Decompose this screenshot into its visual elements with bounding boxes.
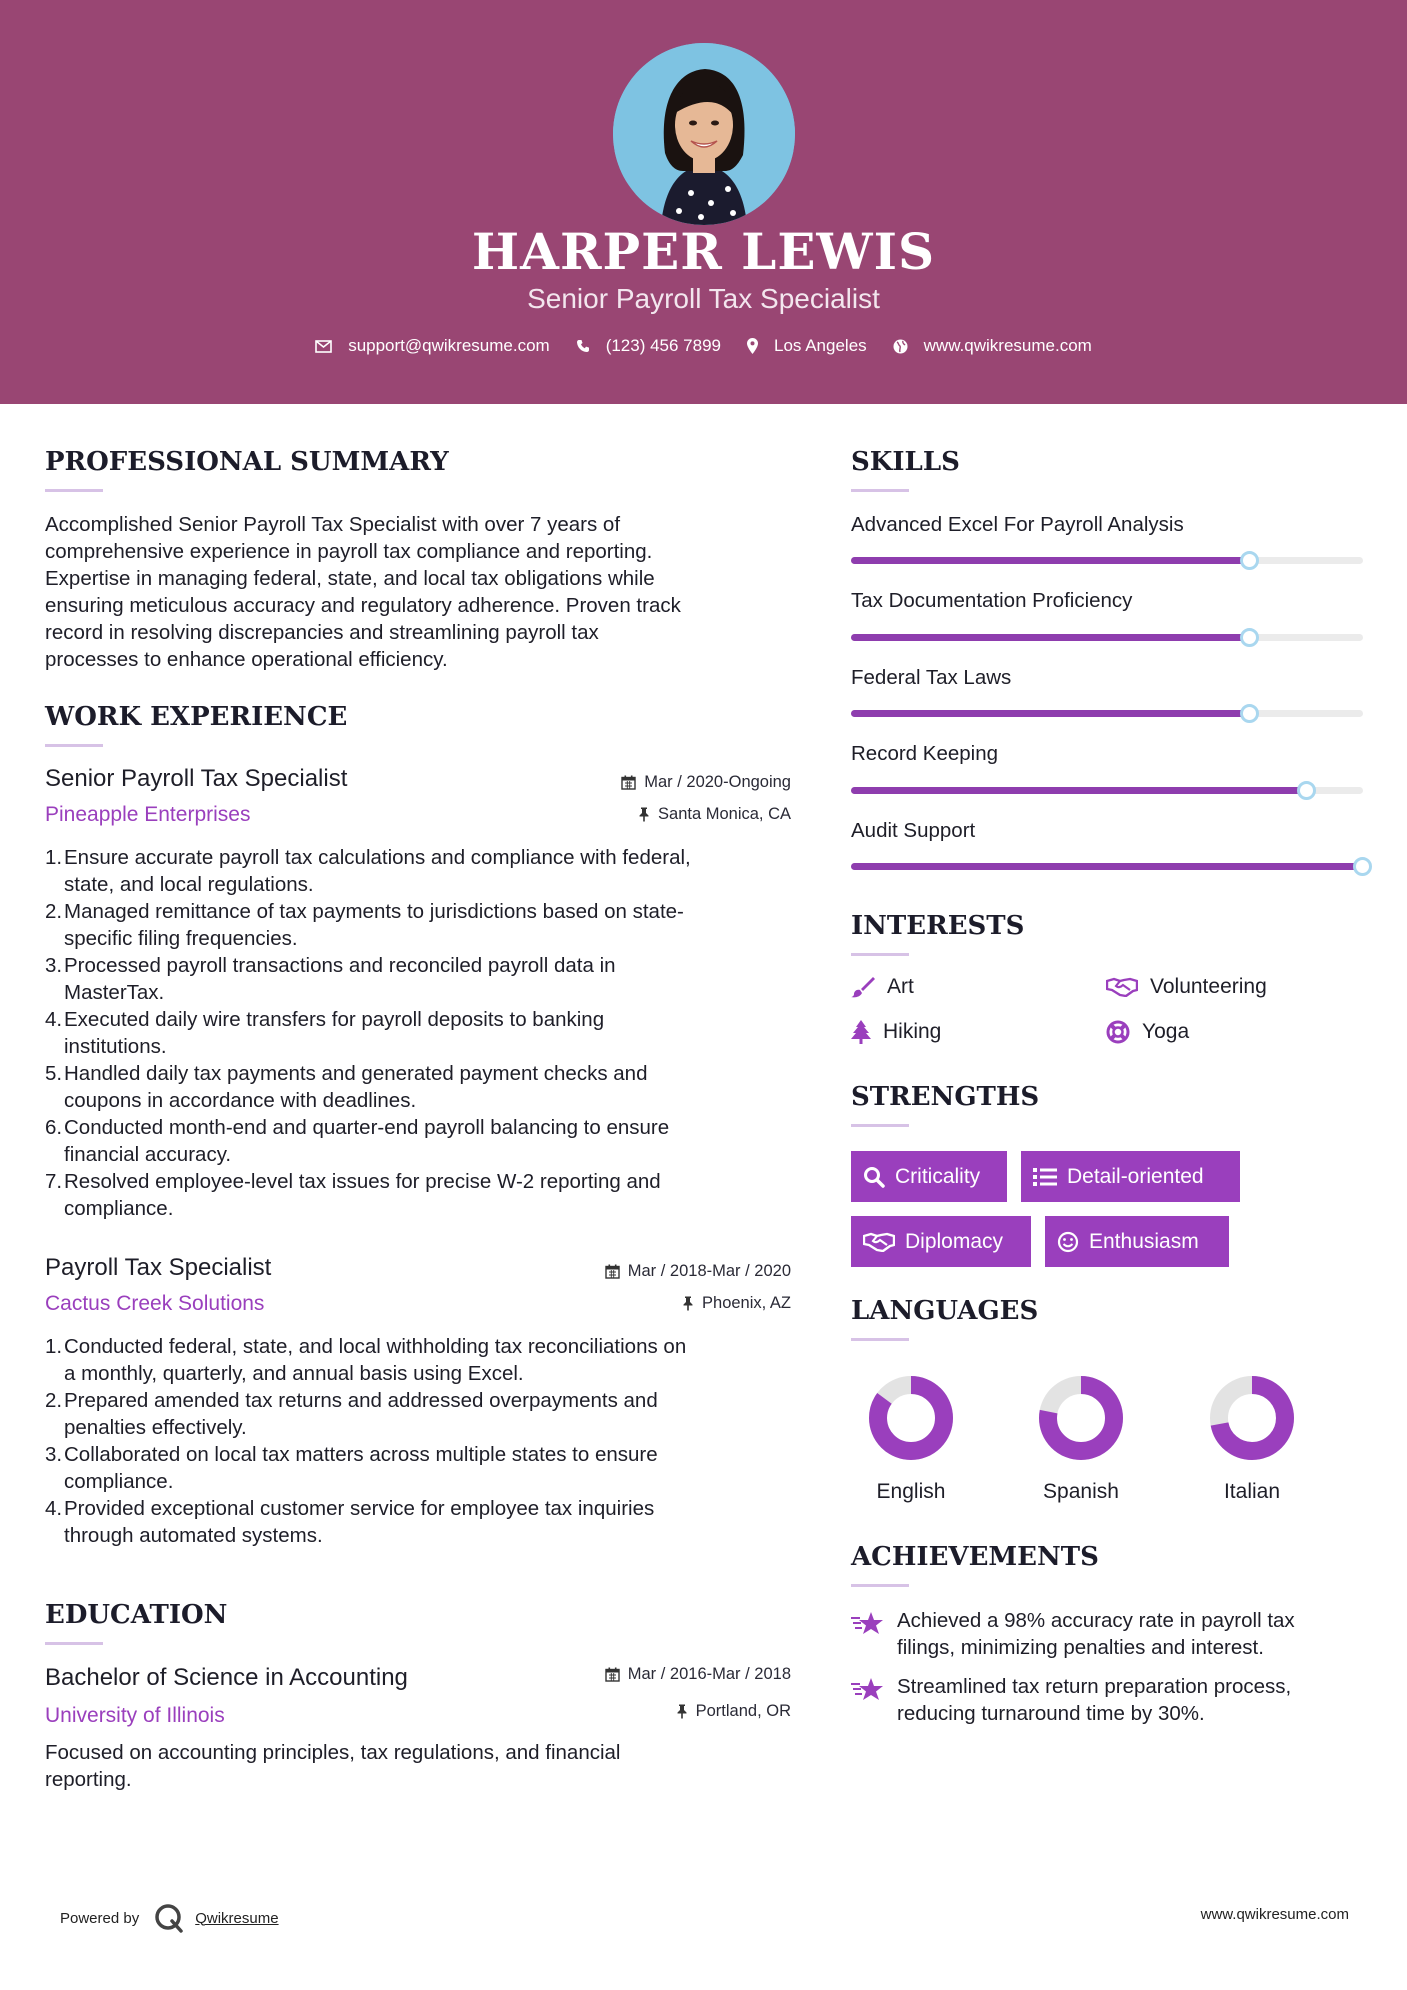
job-bullet: 3. Processed payroll transactions and reconciled payroll data in MasterTax. — [45, 952, 805, 1006]
education-heading: EDUCATION — [45, 1600, 228, 1630]
list-icon — [1033, 1167, 1057, 1187]
skill-label: Audit Support — [851, 819, 976, 842]
strength-label: Diplomacy — [905, 1229, 1004, 1253]
brand-link[interactable]: Qwikresume — [195, 1909, 279, 1927]
bullet-line: Collaborated on local tax matters across multiple states to ensure — [64, 1443, 658, 1466]
contact-phone[interactable] — [576, 336, 721, 356]
job-bullet: 7. Resolved employee-level tax issues for precise W-2 reporting and compliance. — [45, 1168, 805, 1222]
skills-rule — [851, 489, 909, 492]
bullet-line: compliance. — [64, 1470, 174, 1493]
skill-label: Federal Tax Laws — [851, 666, 1012, 689]
job-location-text: Santa Monica, CA — [658, 805, 791, 823]
profile-photo-image — [613, 43, 795, 225]
bullet-line: Processed payroll transactions and reconciled payroll data in — [64, 954, 616, 977]
education-date — [491, 1665, 791, 1684]
summary-line: Accomplished Senior Payroll Tax Specialist with over 7 years of — [45, 513, 621, 536]
contact-website-text: www.qwikresume.com — [923, 336, 1092, 355]
job-title: Payroll Tax Specialist — [45, 1254, 272, 1281]
job-bullets — [45, 1333, 805, 1549]
achievement-item — [851, 1673, 1371, 1727]
interest-label: Art — [887, 975, 914, 998]
job-location-text: Phoenix, AZ — [702, 1294, 791, 1312]
strengths-heading: STRENGTHS — [851, 1082, 1040, 1112]
strength-chip — [1021, 1151, 1240, 1202]
bullet-line: compliance. — [64, 1197, 174, 1220]
bullet-line: institutions. — [64, 1035, 167, 1058]
contact-location-text: Los Angeles — [774, 336, 867, 355]
education-location — [491, 1702, 791, 1721]
achievement-line: Streamlined tax return preparation process, — [897, 1675, 1292, 1698]
summary-line: ensuring meticulous accuracy and regulatory adherence. Proven track — [45, 594, 681, 617]
tree-icon — [851, 1020, 871, 1044]
strength-chip — [1045, 1216, 1229, 1267]
job-bullet: 2. Prepared amended tax returns and addressed overpayments and penalties effectively. — [45, 1387, 805, 1441]
footer-website[interactable]: www.qwikresume.com — [1200, 1906, 1349, 1923]
contact-location — [747, 336, 867, 356]
company-name: Pineapple Enterprises — [45, 803, 251, 826]
education-description — [45, 1739, 805, 1793]
globe-icon — [893, 339, 908, 354]
company-name: Cactus Creek Solutions — [45, 1292, 265, 1315]
language-donut — [851, 1374, 971, 1469]
interest-item — [1106, 975, 1267, 999]
interests-rule — [851, 953, 909, 956]
paintbrush-icon — [851, 976, 875, 998]
bullet-line: Conducted federal, state, and local withholding tax reconciliations on — [64, 1335, 687, 1358]
skill-bar-knob — [1240, 704, 1259, 723]
language-donut-chart — [851, 1374, 971, 1464]
bullet-line: Conducted month-end and quarter-end payroll balancing to ensure — [64, 1116, 670, 1139]
language-donut-chart — [1021, 1374, 1141, 1464]
strengths-rule — [851, 1124, 909, 1127]
experience-heading: WORK EXPERIENCE — [45, 702, 348, 732]
job-location — [491, 1294, 791, 1313]
language-donut-chart — [1192, 1374, 1312, 1464]
school-name: University of Illinois — [45, 1704, 225, 1727]
skill-bar-knob — [1353, 857, 1372, 876]
languages-heading: LANGUAGES — [851, 1296, 1039, 1326]
contact-bar — [0, 336, 1407, 356]
bullet-line: a monthly, quarterly, and annual basis using Excel. — [64, 1362, 524, 1385]
skill-bar-knob — [1297, 781, 1316, 800]
bullet-line: specific filing frequencies. — [64, 927, 298, 950]
strength-label: Detail-oriented — [1067, 1164, 1204, 1188]
contact-email-text: support@qwikresume.com — [348, 336, 550, 355]
achievements-heading: ACHIEVEMENTS — [851, 1542, 1099, 1572]
profile-photo — [613, 43, 795, 225]
bullet-line: Managed remittance of tax payments to jurisdictions based on state- — [64, 900, 684, 923]
smile-icon — [1057, 1231, 1079, 1253]
summary-line: Expertise in managing federal, state, and local tax obligations while — [45, 567, 655, 590]
summary-rule — [45, 489, 103, 492]
interest-label: Volunteering — [1150, 975, 1267, 998]
achievement-line: reducing turnaround time by 30%. — [897, 1702, 1205, 1725]
bullet-line: financial accuracy. — [64, 1143, 232, 1166]
strength-label: Enthusiasm — [1089, 1229, 1199, 1253]
star-icon — [851, 1677, 885, 1701]
job-date — [491, 1262, 791, 1281]
bullet-line: Handled daily tax payments and generated payment checks and — [64, 1062, 648, 1085]
candidate-title: Senior Payroll Tax Specialist — [527, 283, 880, 314]
map-marker-icon — [747, 338, 758, 354]
summary-heading: PROFESSIONAL SUMMARY — [45, 447, 449, 477]
job-bullet: 6. Conducted month-end and quarter-end payroll balancing to ensure financial accuracy. — [45, 1114, 805, 1168]
calendar-icon — [605, 1264, 620, 1279]
education-line: Focused on accounting principles, tax regulations, and financial — [45, 1741, 621, 1764]
achievement-line: filings, minimizing penalties and interest. — [897, 1636, 1264, 1659]
handshake-icon — [863, 1232, 895, 1252]
bullet-line: coupons in accordance with deadlines. — [64, 1089, 417, 1112]
skills-heading: SKILLS — [851, 447, 960, 477]
bullet-line: Provided exceptional customer service for employee tax inquiries — [64, 1497, 655, 1520]
envelope-icon — [315, 340, 332, 353]
bullet-line: state, and local regulations. — [64, 873, 314, 896]
skill-bar — [851, 557, 1363, 564]
job-title: Senior Payroll Tax Specialist — [45, 765, 348, 792]
language-label: English — [876, 1480, 946, 1503]
job-bullet: 4. Executed daily wire transfers for payroll deposits to banking institutions. — [45, 1006, 805, 1060]
bullet-line: Prepared amended tax returns and addressed overpayments and — [64, 1389, 658, 1412]
job-bullet: 1. Ensure accurate payroll tax calculations and compliance with federal, state, and local regulations. — [45, 844, 805, 898]
strength-chip — [851, 1151, 1007, 1202]
job-bullet: 4. Provided exceptional customer service for employee tax inquiries through automated systems. — [45, 1495, 805, 1549]
interest-item — [851, 975, 914, 999]
bullet-line: Resolved employee-level tax issues for precise W-2 reporting and — [64, 1170, 661, 1193]
achievements-rule — [851, 1584, 909, 1587]
skill-bar-fill — [851, 634, 1250, 641]
skill-label: Advanced Excel For Payroll Analysis — [851, 513, 1184, 536]
education-rule — [45, 1642, 103, 1645]
skill-bar-knob — [1240, 628, 1259, 647]
skill-bar — [851, 710, 1363, 717]
job-bullet: 2. Managed remittance of tax payments to jurisdictions based on state- specific filing frequencies. — [45, 898, 805, 952]
education-date-text: Mar / 2016-Mar / 2018 — [627, 1665, 791, 1683]
skill-bar-fill — [851, 710, 1250, 717]
star-icon — [851, 1611, 885, 1635]
education-line: reporting. — [45, 1768, 132, 1791]
summary-line: comprehensive experience in payroll tax compliance and reporting. — [45, 540, 653, 563]
skill-label: Tax Documentation Proficiency — [851, 589, 1133, 612]
bullet-line: through automated systems. — [64, 1524, 323, 1547]
experience-rule — [45, 744, 103, 747]
skill-bar — [851, 787, 1363, 794]
summary-line: record in resolving discrepancies and streamlining payroll tax — [45, 621, 599, 644]
job-date-text: Mar / 2020-Ongoing — [644, 773, 791, 791]
lifering-icon — [1106, 1020, 1130, 1044]
contact-website[interactable] — [893, 336, 1092, 356]
strength-chip — [851, 1216, 1031, 1267]
skill-bar — [851, 634, 1363, 641]
job-location — [491, 805, 791, 824]
search-icon — [863, 1166, 885, 1188]
summary-text — [45, 511, 805, 673]
phone-icon — [576, 339, 590, 353]
language-label: Spanish — [1043, 1480, 1119, 1503]
summary-line: processes to enhance operational efficiency. — [45, 648, 448, 671]
skill-bar-knob — [1240, 551, 1259, 570]
bullet-line: penalties effectively. — [64, 1416, 247, 1439]
achievement-item — [851, 1607, 1371, 1661]
bullet-line: Executed daily wire transfers for payroll deposits to banking — [64, 1008, 605, 1031]
interest-item — [1106, 1020, 1189, 1044]
powered-by-text: Powered by — [60, 1909, 140, 1927]
job-date-text: Mar / 2018-Mar / 2020 — [627, 1262, 791, 1280]
skill-bar-fill — [851, 557, 1250, 564]
skill-label: Record Keeping — [851, 742, 999, 765]
skill-bar-fill — [851, 787, 1307, 794]
language-donut — [1192, 1374, 1312, 1469]
resume-header — [0, 0, 1407, 404]
candidate-name: HARPER LEWIS — [471, 222, 936, 281]
bullet-line: Ensure accurate payroll tax calculations and compliance with federal, — [64, 846, 691, 869]
qwikresume-logo-icon — [153, 1902, 185, 1934]
skill-bar — [851, 863, 1363, 870]
languages-rule — [851, 1338, 909, 1341]
skill-bar-fill — [851, 863, 1363, 870]
job-date — [491, 773, 791, 792]
contact-phone-text: (123) 456 7899 — [605, 336, 722, 355]
language-label: Italian — [1223, 1480, 1281, 1503]
education-location-text: Portland, OR — [695, 1702, 791, 1720]
job-bullet: 3. Collaborated on local tax matters across multiple states to ensure compliance. — [45, 1441, 805, 1495]
interest-item — [851, 1020, 941, 1044]
handshake-icon — [1106, 977, 1138, 997]
pushpin-icon — [676, 1704, 688, 1719]
degree-title: Bachelor of Science in Accounting — [45, 1664, 408, 1691]
interest-label: Yoga — [1142, 1020, 1190, 1043]
calendar-icon — [621, 775, 636, 790]
job-bullet: 5. Handled daily tax payments and generated payment checks and coupons in accordance with deadlines. — [45, 1060, 805, 1114]
pushpin-icon — [682, 1296, 694, 1311]
job-bullets — [45, 844, 805, 1222]
strength-label: Criticality — [895, 1164, 981, 1188]
contact-email[interactable] — [315, 336, 550, 356]
job-bullet: 1. Conducted federal, state, and local withholding tax reconciliations on a monthly, quarterly, and annual basis using Excel. — [45, 1333, 805, 1387]
bullet-line: MasterTax. — [64, 981, 165, 1004]
achievement-line: Achieved a 98% accuracy rate in payroll tax — [897, 1609, 1295, 1632]
interest-label: Hiking — [883, 1020, 942, 1043]
language-donut — [1021, 1374, 1141, 1469]
calendar-icon — [605, 1667, 620, 1682]
pushpin-icon — [638, 807, 650, 822]
interests-heading: INTERESTS — [851, 911, 1025, 941]
footer-powered-by — [60, 1902, 279, 1934]
